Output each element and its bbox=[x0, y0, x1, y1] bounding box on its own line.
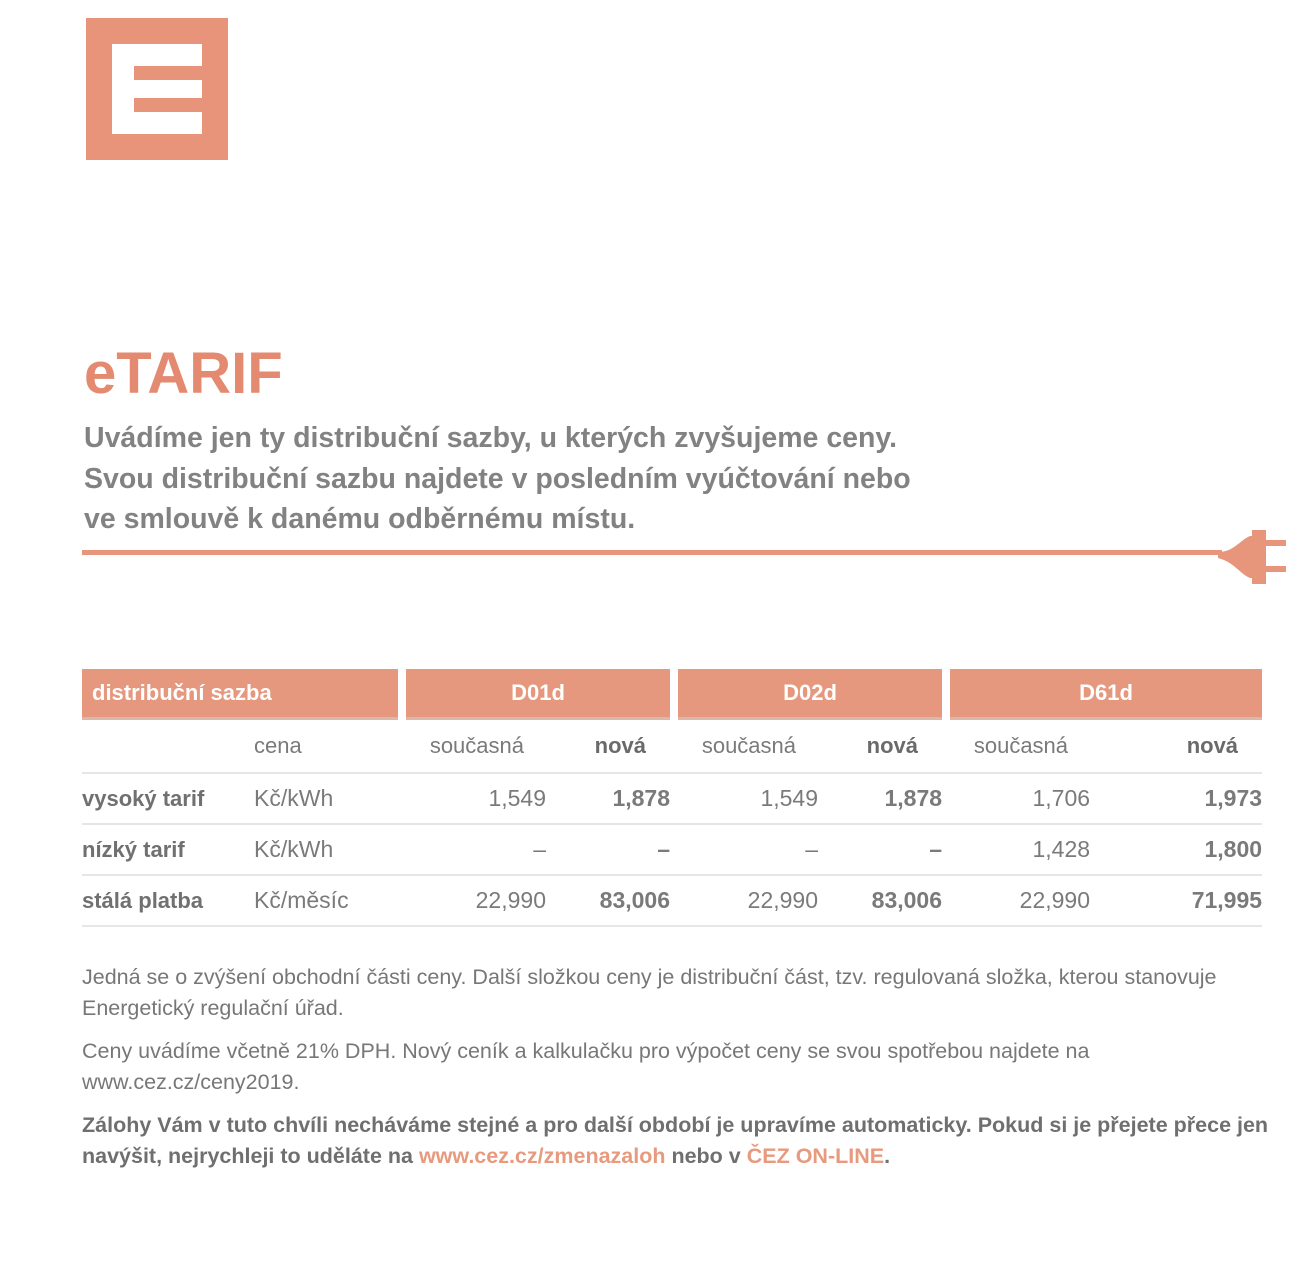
value-current: 1,549 bbox=[678, 774, 818, 825]
subheader-empty bbox=[82, 720, 254, 774]
value-new: – bbox=[818, 825, 942, 876]
header-rate-d01d: D01d bbox=[406, 669, 670, 720]
value-new: – bbox=[546, 825, 670, 876]
link-deposit-change[interactable]: www.cez.cz/zmenazaloh bbox=[418, 1144, 666, 1168]
value-current: – bbox=[678, 825, 818, 876]
subheader-new: nová bbox=[818, 720, 942, 774]
header-rate-d61d: D61d bbox=[950, 669, 1262, 720]
table-row bbox=[82, 825, 1262, 876]
power-plug-icon bbox=[82, 526, 1292, 588]
header-distribution-rate: distribuční sazba bbox=[82, 669, 398, 720]
value-current: 1,428 bbox=[950, 825, 1090, 876]
note-deposits-end: . bbox=[884, 1144, 891, 1168]
value-new: 83,006 bbox=[818, 876, 942, 927]
value-new: 1,878 bbox=[546, 774, 670, 825]
header-rate-d02d: D02d bbox=[678, 669, 942, 720]
note-deposits-text: Zálohy Vám v tuto chvíli necháváme stejné a pro další období je upravíme automaticky. Pokud si je přejete přece jen navýšit, nejrychleji to uděláte na bbox=[82, 1113, 1269, 1168]
row-label: nízký tarif bbox=[82, 825, 254, 876]
intro-text bbox=[84, 418, 1024, 540]
subheader-new: nová bbox=[546, 720, 670, 774]
table-subheader-row bbox=[82, 720, 1262, 774]
value-new: 1,973 bbox=[1090, 774, 1262, 825]
subheader-current: současná bbox=[950, 720, 1090, 774]
value-current: 22,990 bbox=[406, 876, 546, 927]
link-cez-online[interactable]: ČEZ ON-LINE bbox=[746, 1144, 885, 1168]
intro-line-3: ve smlouvě k danému odběrnému místu. bbox=[84, 503, 636, 535]
value-current: 1,549 bbox=[406, 774, 546, 825]
value-current: 22,990 bbox=[950, 876, 1090, 927]
cez-logo-icon bbox=[86, 18, 228, 160]
value-new: 83,006 bbox=[546, 876, 670, 927]
intro-line-1: Uvádíme jen ty distribuční sazby, u kterých zvyšujeme ceny. bbox=[84, 422, 898, 454]
value-current: – bbox=[406, 825, 546, 876]
value-current: 22,990 bbox=[678, 876, 818, 927]
value-new: 71,995 bbox=[1090, 876, 1262, 927]
value-new: 1,800 bbox=[1090, 825, 1262, 876]
row-unit: Kč/měsíc bbox=[254, 876, 398, 927]
tariff-table bbox=[82, 669, 1262, 927]
note-deposits bbox=[82, 1110, 1272, 1172]
value-new: 1,878 bbox=[818, 774, 942, 825]
intro-line-2: Svou distribuční sazbu najdete v posledním vyúčtování nebo bbox=[84, 462, 911, 495]
page-title: eTARIF bbox=[84, 341, 283, 406]
footnotes bbox=[82, 962, 1272, 1184]
note-price-component: Jedná se o zvýšení obchodní části ceny. Další složkou ceny je distribuční část, tzv. regulovaná složka, kterou stanovuje Energetický regulační úřad. bbox=[82, 965, 1217, 1020]
row-label: stálá platba bbox=[82, 876, 254, 927]
row-label: vysoký tarif bbox=[82, 774, 254, 825]
subheader-current: současná bbox=[406, 720, 546, 774]
value-current: 1,706 bbox=[950, 774, 1090, 825]
note-vat: Ceny uvádíme včetně 21% DPH. Nový ceník a kalkulačku pro výpočet ceny se svou spotřebou najdete na www.cez.cz/ceny2019. bbox=[82, 1039, 1090, 1094]
subheader-current: současná bbox=[678, 720, 818, 774]
row-unit: Kč/kWh bbox=[254, 774, 398, 825]
subheader-price: cena bbox=[254, 720, 398, 774]
note-deposits-middle: nebo v bbox=[665, 1144, 747, 1168]
table-row bbox=[82, 876, 1262, 927]
table-header-row bbox=[82, 669, 1262, 720]
row-unit: Kč/kWh bbox=[254, 825, 398, 876]
subheader-new: nová bbox=[1090, 720, 1262, 774]
table-row bbox=[82, 774, 1262, 825]
